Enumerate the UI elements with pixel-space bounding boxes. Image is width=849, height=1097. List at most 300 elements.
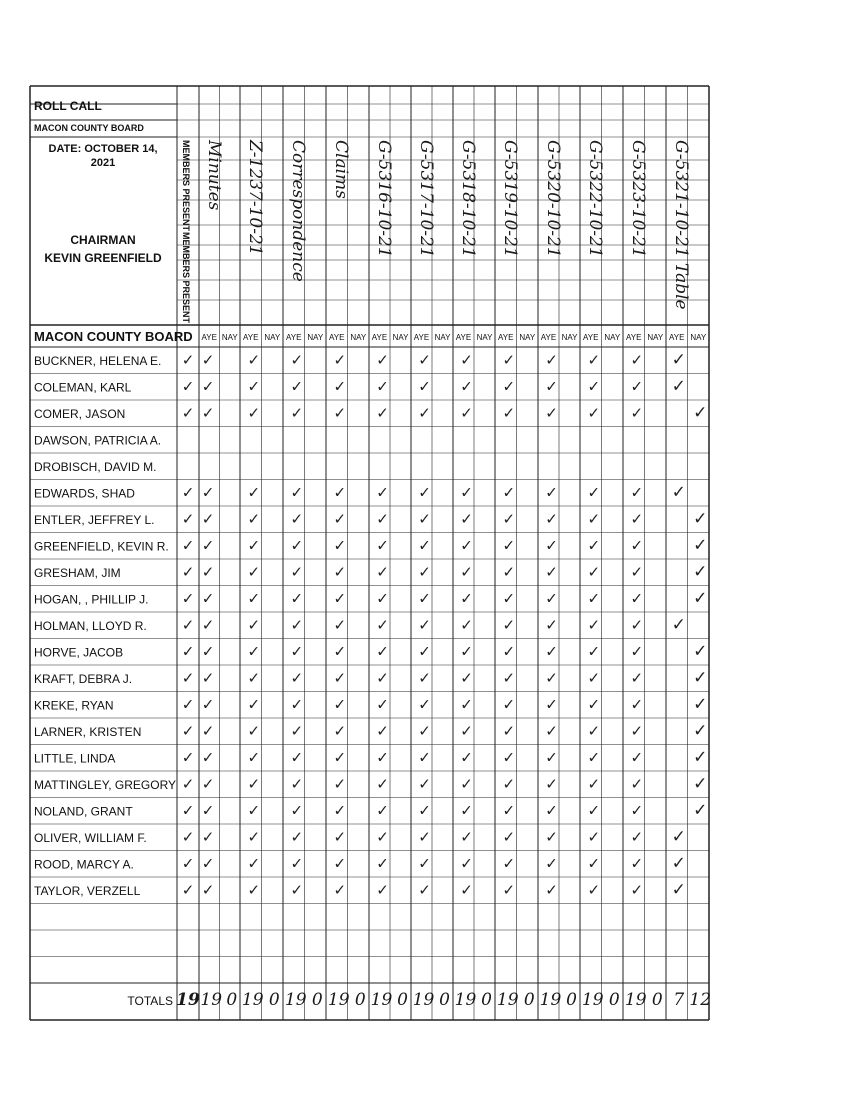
aye-vote-mark: ✓ <box>290 563 304 581</box>
present-mark: ✓ <box>181 854 195 873</box>
aye-vote-mark: ✓ <box>502 881 516 899</box>
nay-header-4: NAY <box>392 333 409 342</box>
members-present-label-1: MEMBERS PRESENT <box>181 140 191 232</box>
agenda-item-9: G-5322-10-21 <box>585 140 605 258</box>
member-name: ENTLER, JEFFREY L. <box>34 513 155 527</box>
present-mark-2: ✓ <box>201 748 215 767</box>
member-name: LARNER, KRISTEN <box>34 725 142 739</box>
aye-vote-mark: ✓ <box>587 483 601 502</box>
aye-vote-mark: ✓ <box>587 669 601 687</box>
aye-header-2: AYE <box>286 333 302 342</box>
aye-vote-mark: ✓ <box>247 536 261 555</box>
aye-vote-mark: ✓ <box>671 350 686 370</box>
aye-vote-mark: ✓ <box>671 853 686 874</box>
board-row-label: MACON COUNTY BOARD <box>34 329 193 344</box>
total-aye-1: 19 <box>241 990 264 1010</box>
total-aye-8: 19 <box>539 990 562 1010</box>
aye-vote-mark: ✓ <box>333 377 347 396</box>
member-name: COLEMAN, KARL <box>34 380 132 395</box>
present-mark-2: ✓ <box>201 377 215 396</box>
aye-vote-mark: ✓ <box>333 854 347 873</box>
aye-vote-mark: ✓ <box>502 722 516 740</box>
aye-header-8: AYE <box>540 333 557 342</box>
aye-vote-mark: ✓ <box>418 377 431 396</box>
aye-vote-mark: ✓ <box>418 828 431 846</box>
total-nay-3: 0 <box>354 990 366 1010</box>
aye-vote-mark: ✓ <box>290 828 304 846</box>
nay-header-6: NAY <box>476 333 493 342</box>
aye-vote-mark: ✓ <box>333 404 347 422</box>
aye-vote-mark: ✓ <box>587 828 601 846</box>
present-mark-2: ✓ <box>201 854 215 873</box>
present-mark-2: ✓ <box>201 801 215 820</box>
nay-header-1: NAY <box>264 333 281 342</box>
aye-vote-mark: ✓ <box>502 351 516 369</box>
aye-vote-mark: ✓ <box>418 695 431 714</box>
aye-vote-mark: ✓ <box>376 483 389 502</box>
aye-vote-mark: ✓ <box>376 854 389 873</box>
aye-vote-mark: ✓ <box>630 616 644 634</box>
aye-vote-mark: ✓ <box>460 775 473 793</box>
aye-vote-mark: ✓ <box>247 775 261 793</box>
aye-vote-mark: ✓ <box>630 801 644 820</box>
aye-vote-mark: ✓ <box>671 376 686 397</box>
aye-vote-mark: ✓ <box>376 669 389 687</box>
aye-vote-mark: ✓ <box>376 589 389 608</box>
aye-vote-mark: ✓ <box>460 669 473 687</box>
aye-vote-mark: ✓ <box>630 483 644 502</box>
aye-header-7: AYE <box>498 333 514 342</box>
total-nay-5: 0 <box>439 990 450 1010</box>
present-mark: ✓ <box>181 510 195 528</box>
aye-vote-mark: ✓ <box>247 642 261 661</box>
aye-vote-mark: ✓ <box>247 404 261 422</box>
aye-vote-mark: ✓ <box>418 881 431 899</box>
aye-vote-mark: ✓ <box>376 775 389 793</box>
present-mark-2: ✓ <box>201 828 215 846</box>
aye-vote-mark: ✓ <box>418 722 431 740</box>
aye-vote-mark: ✓ <box>290 722 304 740</box>
agenda-item-1: Z-1237-10-21 <box>245 140 265 256</box>
present-mark: ✓ <box>181 828 195 846</box>
aye-vote-mark: ✓ <box>290 536 304 555</box>
chairman-name: KEVIN GREENFIELD <box>44 251 162 265</box>
member-name: HOLMAN, LLOYD R. <box>34 619 147 633</box>
aye-header-10: AYE <box>626 333 642 342</box>
member-name: DROBISCH, DAVID M. <box>34 460 157 474</box>
nay-vote-mark: ✓ <box>693 747 708 768</box>
aye-vote-mark: ✓ <box>333 563 347 581</box>
aye-vote-mark: ✓ <box>502 801 516 820</box>
nay-header-10: NAY <box>647 333 664 342</box>
member-name: OLIVER, WILLIAM F. <box>34 831 147 845</box>
nay-header-9: NAY <box>604 333 621 342</box>
aye-vote-mark: ✓ <box>630 748 644 767</box>
total-nay-4: 0 <box>397 990 408 1010</box>
aye-header-5: AYE <box>413 333 430 342</box>
aye-vote-mark: ✓ <box>418 748 431 767</box>
aye-vote-mark: ✓ <box>587 695 601 714</box>
aye-vote-mark: ✓ <box>290 404 304 422</box>
aye-vote-mark: ✓ <box>502 483 516 502</box>
aye-vote-mark: ✓ <box>376 563 389 581</box>
nay-header-7: NAY <box>519 333 536 342</box>
aye-vote-mark: ✓ <box>545 748 558 767</box>
aye-vote-mark: ✓ <box>545 722 558 740</box>
aye-vote-mark: ✓ <box>460 881 473 899</box>
aye-vote-mark: ✓ <box>333 722 347 740</box>
agenda-item-7: G-5319-10-21 <box>500 140 520 258</box>
date-line-1: DATE: OCTOBER 14, <box>48 143 158 155</box>
present-mark: ✓ <box>181 616 195 634</box>
member-name: LITTLE, LINDA <box>34 751 116 766</box>
aye-vote-mark: ✓ <box>671 827 686 847</box>
member-name: GREENFIELD, KEVIN R. <box>34 539 169 554</box>
present-mark-2: ✓ <box>201 536 215 555</box>
aye-vote-mark: ✓ <box>545 589 558 608</box>
present-mark: ✓ <box>181 404 195 422</box>
present-mark: ✓ <box>181 695 195 714</box>
agenda-item-2: Correspondence <box>288 140 308 282</box>
aye-vote-mark: ✓ <box>502 589 516 608</box>
aye-vote-mark: ✓ <box>630 828 644 846</box>
aye-vote-mark: ✓ <box>247 881 261 899</box>
aye-header-11: AYE <box>669 333 685 342</box>
aye-vote-mark: ✓ <box>587 722 601 740</box>
aye-vote-mark: ✓ <box>460 589 473 608</box>
aye-vote-mark: ✓ <box>545 695 558 714</box>
aye-vote-mark: ✓ <box>460 642 473 661</box>
aye-header-1: AYE <box>243 333 259 342</box>
aye-vote-mark: ✓ <box>630 775 644 793</box>
aye-vote-mark: ✓ <box>247 722 261 740</box>
total-nay-2: 0 <box>311 990 323 1010</box>
aye-vote-mark: ✓ <box>460 404 473 422</box>
present-mark-2: ✓ <box>201 404 215 422</box>
aye-vote-mark: ✓ <box>247 669 261 687</box>
board-name: MACON COUNTY BOARD <box>34 123 144 133</box>
aye-vote-mark: ✓ <box>333 589 347 608</box>
aye-vote-mark: ✓ <box>502 510 516 528</box>
aye-vote-mark: ✓ <box>460 377 473 396</box>
aye-vote-mark: ✓ <box>460 828 473 846</box>
nay-header-2: NAY <box>307 333 324 342</box>
nay-vote-mark: ✓ <box>693 403 708 423</box>
aye-vote-mark: ✓ <box>502 404 516 422</box>
date-line-2: 2021 <box>90 157 116 169</box>
nay-header-8: NAY <box>561 333 578 342</box>
aye-vote-mark: ✓ <box>587 589 601 608</box>
present-mark-2: ✓ <box>201 642 215 661</box>
aye-vote-mark: ✓ <box>247 510 261 528</box>
aye-vote-mark: ✓ <box>587 351 601 369</box>
aye-vote-mark: ✓ <box>502 828 516 846</box>
present-mark-2: ✓ <box>201 616 215 634</box>
total-nay-7: 0 <box>523 990 535 1010</box>
nay-vote-mark: ✓ <box>693 535 708 556</box>
agenda-item-4: G-5316-10-21 <box>374 140 394 258</box>
aye-vote-mark: ✓ <box>333 616 347 634</box>
aye-vote-mark: ✓ <box>290 589 304 608</box>
nay-header-5: NAY <box>434 333 451 342</box>
aye-vote-mark: ✓ <box>460 854 473 873</box>
total-nay-0: 0 <box>226 990 238 1010</box>
aye-vote-mark: ✓ <box>630 669 644 687</box>
aye-vote-mark: ✓ <box>333 748 347 767</box>
aye-vote-mark: ✓ <box>630 404 644 422</box>
aye-vote-mark: ✓ <box>502 854 516 873</box>
aye-vote-mark: ✓ <box>630 536 644 555</box>
member-name: TAYLOR, VERZELL <box>34 884 141 898</box>
total-aye-4: 19 <box>370 990 393 1010</box>
total-nay-1: 0 <box>268 990 280 1010</box>
aye-vote-mark: ✓ <box>376 510 389 528</box>
nay-vote-mark: ✓ <box>693 668 708 688</box>
agenda-item-6: G-5318-10-21 <box>458 140 478 258</box>
aye-vote-mark: ✓ <box>418 536 431 555</box>
aye-vote-mark: ✓ <box>418 642 431 661</box>
total-aye-10: 19 <box>624 990 647 1010</box>
aye-vote-mark: ✓ <box>247 695 261 714</box>
total-aye-9: 19 <box>581 990 604 1010</box>
aye-vote-mark: ✓ <box>671 880 686 900</box>
totals-present: 19 <box>176 990 200 1010</box>
aye-vote-mark: ✓ <box>502 642 516 661</box>
aye-vote-mark: ✓ <box>630 854 644 873</box>
aye-vote-mark: ✓ <box>290 695 304 714</box>
aye-header-4: AYE <box>371 333 388 342</box>
aye-vote-mark: ✓ <box>460 510 473 528</box>
aye-vote-mark: ✓ <box>545 483 558 502</box>
aye-vote-mark: ✓ <box>502 616 516 634</box>
present-mark-2: ✓ <box>201 881 215 899</box>
member-name: DAWSON, PATRICIA A. <box>34 433 162 448</box>
aye-vote-mark: ✓ <box>376 616 389 634</box>
aye-vote-mark: ✓ <box>247 801 261 820</box>
aye-vote-mark: ✓ <box>460 536 473 555</box>
aye-vote-mark: ✓ <box>587 775 601 793</box>
aye-vote-mark: ✓ <box>290 377 304 396</box>
aye-vote-mark: ✓ <box>376 881 389 899</box>
chairman-label: CHAIRMAN <box>70 233 136 247</box>
aye-vote-mark: ✓ <box>630 351 644 369</box>
aye-vote-mark: ✓ <box>545 669 558 687</box>
aye-vote-mark: ✓ <box>333 669 347 687</box>
nay-vote-mark: ✓ <box>693 694 708 715</box>
aye-vote-mark: ✓ <box>376 404 389 422</box>
present-mark-2: ✓ <box>201 669 215 687</box>
nay-header-11: NAY <box>690 333 707 342</box>
aye-vote-mark: ✓ <box>247 748 261 767</box>
present-mark-2: ✓ <box>201 563 215 581</box>
aye-vote-mark: ✓ <box>630 510 644 528</box>
present-mark: ✓ <box>181 377 195 396</box>
aye-vote-mark: ✓ <box>290 801 304 820</box>
nay-vote-mark: ✓ <box>693 588 708 609</box>
aye-vote-mark: ✓ <box>247 854 261 873</box>
aye-header-3: AYE <box>329 333 345 342</box>
present-mark-2: ✓ <box>201 775 215 793</box>
aye-vote-mark: ✓ <box>376 828 389 846</box>
aye-vote-mark: ✓ <box>460 563 473 581</box>
aye-vote-mark: ✓ <box>545 854 558 873</box>
agenda-item-10: G-5323-10-21 <box>628 140 648 258</box>
total-nay-10: 0 <box>651 990 663 1010</box>
aye-vote-mark: ✓ <box>333 351 347 369</box>
aye-vote-mark: ✓ <box>502 775 516 793</box>
present-mark-2: ✓ <box>201 351 215 369</box>
member-name: KREKE, RYAN <box>34 698 114 713</box>
present-mark-2: ✓ <box>201 589 215 608</box>
aye-vote-mark: ✓ <box>545 510 558 528</box>
aye-vote-mark: ✓ <box>418 510 431 528</box>
nay-vote-mark: ✓ <box>693 562 708 582</box>
total-aye-11: 7 <box>673 990 685 1010</box>
present-mark: ✓ <box>181 642 195 661</box>
agenda-item-0: Minutes <box>204 140 224 211</box>
aye-vote-mark: ✓ <box>460 483 473 502</box>
present-mark-2: ✓ <box>201 722 215 740</box>
aye-vote-mark: ✓ <box>545 377 558 396</box>
aye-vote-mark: ✓ <box>460 748 473 767</box>
aye-vote-mark: ✓ <box>502 669 516 687</box>
aye-vote-mark: ✓ <box>460 351 473 369</box>
present-mark: ✓ <box>181 483 195 502</box>
aye-vote-mark: ✓ <box>376 722 389 740</box>
aye-vote-mark: ✓ <box>418 669 431 687</box>
present-mark: ✓ <box>181 775 195 793</box>
member-name: KRAFT, DEBRA J. <box>34 672 133 686</box>
aye-header-0: AYE <box>201 333 217 342</box>
present-mark: ✓ <box>181 563 195 581</box>
members-present-label-2: MEMBERS PRESENT <box>181 232 191 324</box>
aye-vote-mark: ✓ <box>545 404 558 422</box>
aye-vote-mark: ✓ <box>545 642 558 661</box>
nay-vote-mark: ✓ <box>693 721 708 741</box>
aye-vote-mark: ✓ <box>247 563 261 581</box>
aye-vote-mark: ✓ <box>545 351 558 369</box>
aye-vote-mark: ✓ <box>460 695 473 714</box>
aye-vote-mark: ✓ <box>630 563 644 581</box>
present-mark: ✓ <box>181 351 195 369</box>
aye-vote-mark: ✓ <box>587 404 601 422</box>
aye-vote-mark: ✓ <box>290 748 304 767</box>
aye-vote-mark: ✓ <box>587 536 601 555</box>
member-name: EDWARDS, SHAD <box>34 486 135 501</box>
present-mark: ✓ <box>181 589 195 608</box>
aye-vote-mark: ✓ <box>333 510 347 528</box>
aye-vote-mark: ✓ <box>502 563 516 581</box>
aye-vote-mark: ✓ <box>630 695 644 714</box>
aye-vote-mark: ✓ <box>418 854 431 873</box>
aye-vote-mark: ✓ <box>502 748 516 767</box>
nay-vote-mark: ✓ <box>693 641 708 662</box>
aye-vote-mark: ✓ <box>333 483 347 502</box>
member-name: BUCKNER, HELENA E. <box>34 354 162 368</box>
aye-vote-mark: ✓ <box>247 828 261 846</box>
member-name: HORVE, JACOB <box>34 645 124 660</box>
nay-header-3: NAY <box>350 333 367 342</box>
total-aye-5: 19 <box>412 990 435 1010</box>
aye-vote-mark: ✓ <box>630 881 644 899</box>
aye-vote-mark: ✓ <box>545 563 558 581</box>
aye-vote-mark: ✓ <box>502 377 516 396</box>
member-name: NOLAND, GRANT <box>34 804 133 819</box>
agenda-item-11: G-5321-10-21 Table <box>671 140 691 310</box>
aye-vote-mark: ✓ <box>247 589 261 608</box>
aye-vote-mark: ✓ <box>290 669 304 687</box>
totals-label: TOTALS <box>127 994 173 1008</box>
aye-vote-mark: ✓ <box>460 722 473 740</box>
aye-vote-mark: ✓ <box>247 351 261 369</box>
aye-vote-mark: ✓ <box>418 616 431 634</box>
total-nay-11: 12 <box>689 990 712 1010</box>
member-name: GRESHAM, JIM <box>34 566 121 580</box>
aye-vote-mark: ✓ <box>671 482 686 503</box>
aye-vote-mark: ✓ <box>418 801 431 820</box>
aye-vote-mark: ✓ <box>290 854 304 873</box>
total-aye-7: 19 <box>496 990 519 1010</box>
aye-vote-mark: ✓ <box>333 881 347 899</box>
aye-header-9: AYE <box>583 333 599 342</box>
aye-vote-mark: ✓ <box>630 377 644 396</box>
aye-vote-mark: ✓ <box>333 775 347 793</box>
aye-vote-mark: ✓ <box>418 483 431 502</box>
aye-vote-mark: ✓ <box>545 536 558 555</box>
aye-vote-mark: ✓ <box>502 536 516 555</box>
aye-vote-mark: ✓ <box>418 563 431 581</box>
aye-vote-mark: ✓ <box>545 881 558 899</box>
aye-vote-mark: ✓ <box>460 616 473 634</box>
aye-vote-mark: ✓ <box>333 695 347 714</box>
aye-vote-mark: ✓ <box>290 351 304 369</box>
aye-vote-mark: ✓ <box>247 616 261 634</box>
aye-vote-mark: ✓ <box>333 828 347 846</box>
member-name: ROOD, MARCY A. <box>34 857 134 872</box>
present-mark: ✓ <box>181 881 195 899</box>
aye-vote-mark: ✓ <box>587 748 601 767</box>
aye-vote-mark: ✓ <box>545 775 558 793</box>
aye-vote-mark: ✓ <box>587 801 601 820</box>
aye-header-6: AYE <box>455 333 472 342</box>
aye-vote-mark: ✓ <box>545 828 558 846</box>
aye-vote-mark: ✓ <box>418 775 431 793</box>
aye-vote-mark: ✓ <box>376 351 389 369</box>
aye-vote-mark: ✓ <box>630 642 644 661</box>
present-mark-2: ✓ <box>201 510 215 528</box>
aye-vote-mark: ✓ <box>460 801 473 820</box>
present-mark-2: ✓ <box>201 695 215 714</box>
total-nay-9: 0 <box>608 990 620 1010</box>
total-nay-8: 0 <box>566 990 577 1010</box>
present-mark: ✓ <box>181 748 195 767</box>
roll-call-title: ROLL CALL <box>34 99 102 113</box>
aye-vote-mark: ✓ <box>376 642 389 661</box>
aye-vote-mark: ✓ <box>376 377 389 396</box>
aye-vote-mark: ✓ <box>290 616 304 634</box>
aye-vote-mark: ✓ <box>418 589 431 608</box>
present-mark: ✓ <box>181 801 195 820</box>
table-content <box>34 99 711 1010</box>
total-nay-6: 0 <box>481 990 492 1010</box>
agenda-item-5: G-5317-10-21 <box>416 140 436 258</box>
aye-vote-mark: ✓ <box>545 801 558 820</box>
agenda-item-8: G-5320-10-21 <box>543 140 563 258</box>
aye-vote-mark: ✓ <box>333 536 347 555</box>
total-aye-0: 19 <box>200 990 223 1010</box>
aye-vote-mark: ✓ <box>587 616 601 634</box>
aye-vote-mark: ✓ <box>290 483 304 502</box>
